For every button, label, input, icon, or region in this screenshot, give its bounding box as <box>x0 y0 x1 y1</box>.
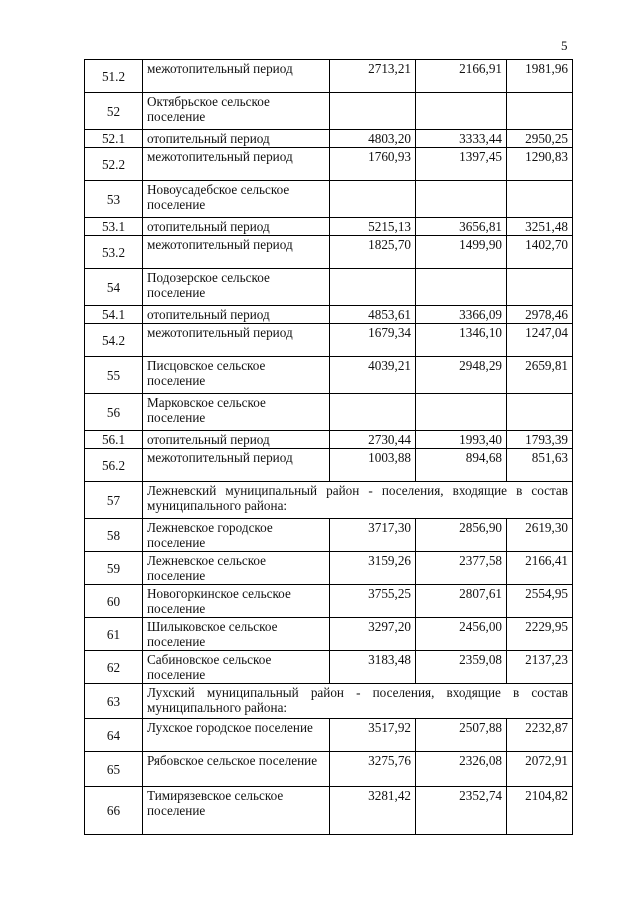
page-number: 5 <box>561 38 568 53</box>
value-cell-v1 <box>330 394 416 431</box>
table-row <box>85 684 573 719</box>
row-name: Тимирязевское сельское поселение <box>143 787 330 835</box>
row-number: 52.1 <box>85 130 143 148</box>
row-number: 51.2 <box>85 60 143 93</box>
value-cell-v3 <box>507 269 573 306</box>
value-cell-v2 <box>416 394 507 431</box>
value-cell-v3: 1981,96 <box>507 60 573 93</box>
table-row <box>85 787 573 835</box>
table-row <box>85 60 573 93</box>
value-cell-v2: 3333,44 <box>416 130 507 148</box>
value-cell-v2: 1397,45 <box>416 148 507 181</box>
value-cell-v1: 2730,44 <box>330 431 416 449</box>
value-cell-v3: 2554,95 <box>507 585 573 618</box>
district-heading: Лухский муниципальный район - поселения, входящие в состав муниципального района: <box>143 684 573 719</box>
row-name: Новогоркинское сельское поселение <box>143 585 330 618</box>
value-cell-v2: 2948,29 <box>416 357 507 394</box>
value-cell-v1 <box>330 181 416 218</box>
row-number: 59 <box>85 552 143 585</box>
row-number: 54 <box>85 269 143 306</box>
value-cell-v2: 3366,09 <box>416 306 507 324</box>
value-cell-v3: 2232,87 <box>507 719 573 752</box>
row-number: 53.2 <box>85 236 143 269</box>
table-row <box>85 519 573 552</box>
row-number: 53 <box>85 181 143 218</box>
table-row <box>85 585 573 618</box>
value-cell-v1 <box>330 269 416 306</box>
value-cell-v3: 2619,30 <box>507 519 573 552</box>
value-cell-v1 <box>330 93 416 130</box>
row-number: 61 <box>85 618 143 651</box>
table-row <box>85 431 573 449</box>
table-row <box>85 752 573 787</box>
value-cell-v2: 3656,81 <box>416 218 507 236</box>
value-cell-v3: 1402,70 <box>507 236 573 269</box>
value-cell-v1: 3717,30 <box>330 519 416 552</box>
table-row <box>85 181 573 218</box>
value-cell-v3: 2072,91 <box>507 752 573 787</box>
value-cell-v1: 3281,42 <box>330 787 416 835</box>
value-cell-v1: 5215,13 <box>330 218 416 236</box>
row-name: Лежневское сельское поселение <box>143 552 330 585</box>
table-row <box>85 306 573 324</box>
row-name: Лежневское городское поселение <box>143 519 330 552</box>
district-heading: Лежневский муниципальный район - поселения, входящие в состав муниципального района: <box>143 482 573 519</box>
table-row <box>85 148 573 181</box>
row-number: 66 <box>85 787 143 835</box>
table-row <box>85 552 573 585</box>
table-row <box>85 218 573 236</box>
value-cell-v2 <box>416 269 507 306</box>
table-row <box>85 651 573 684</box>
value-cell-v1: 1003,88 <box>330 449 416 482</box>
row-number: 56 <box>85 394 143 431</box>
row-name: отопительный период <box>143 306 330 324</box>
row-name: Писцовское сельское поселение <box>143 357 330 394</box>
value-cell-v1: 4853,61 <box>330 306 416 324</box>
value-cell-v1: 1825,70 <box>330 236 416 269</box>
row-name: отопительный период <box>143 431 330 449</box>
value-cell-v3: 2950,25 <box>507 130 573 148</box>
value-cell-v1: 3517,92 <box>330 719 416 752</box>
value-cell-v2: 2807,61 <box>416 585 507 618</box>
value-cell-v2 <box>416 181 507 218</box>
row-name: Подозерское сельское поселение <box>143 269 330 306</box>
value-cell-v2: 2166,91 <box>416 60 507 93</box>
value-cell-v3 <box>507 394 573 431</box>
row-name: межотопительный период <box>143 324 330 357</box>
value-cell-v2 <box>416 93 507 130</box>
value-cell-v2: 2507,88 <box>416 719 507 752</box>
table-row <box>85 482 573 519</box>
row-name: Октябрьское сельское поселение <box>143 93 330 130</box>
row-name: Лухское городское поселение <box>143 719 330 752</box>
value-cell-v1: 1760,93 <box>330 148 416 181</box>
table-row <box>85 449 573 482</box>
value-cell-v3 <box>507 181 573 218</box>
value-cell-v2: 1346,10 <box>416 324 507 357</box>
value-cell-v2: 894,68 <box>416 449 507 482</box>
row-name: межотопительный период <box>143 148 330 181</box>
row-name: межотопительный период <box>143 60 330 93</box>
table-row <box>85 130 573 148</box>
row-number: 57 <box>85 482 143 519</box>
value-cell-v3: 2104,82 <box>507 787 573 835</box>
row-number: 56.2 <box>85 449 143 482</box>
value-cell-v3: 1793,39 <box>507 431 573 449</box>
value-cell-v2: 2359,08 <box>416 651 507 684</box>
tariff-table <box>84 59 573 835</box>
table-row <box>85 618 573 651</box>
value-cell-v2: 2326,08 <box>416 752 507 787</box>
row-number: 52 <box>85 93 143 130</box>
table-row <box>85 93 573 130</box>
row-name: Новоусадебское сельское поселение <box>143 181 330 218</box>
value-cell-v2: 2856,90 <box>416 519 507 552</box>
value-cell-v2: 2377,58 <box>416 552 507 585</box>
row-number: 56.1 <box>85 431 143 449</box>
value-cell-v2: 2352,74 <box>416 787 507 835</box>
row-number: 62 <box>85 651 143 684</box>
table-row <box>85 719 573 752</box>
row-name: отопительный период <box>143 130 330 148</box>
table-row <box>85 236 573 269</box>
value-cell-v1: 3755,25 <box>330 585 416 618</box>
value-cell-v3: 3251,48 <box>507 218 573 236</box>
value-cell-v2: 2456,00 <box>416 618 507 651</box>
row-name: отопительный период <box>143 218 330 236</box>
value-cell-v1: 2713,21 <box>330 60 416 93</box>
row-number: 52.2 <box>85 148 143 181</box>
value-cell-v3: 2166,41 <box>507 552 573 585</box>
value-cell-v1: 3297,20 <box>330 618 416 651</box>
value-cell-v2: 1499,90 <box>416 236 507 269</box>
value-cell-v1: 3159,26 <box>330 552 416 585</box>
value-cell-v3: 1290,83 <box>507 148 573 181</box>
table-row <box>85 357 573 394</box>
value-cell-v3: 2229,95 <box>507 618 573 651</box>
row-number: 53.1 <box>85 218 143 236</box>
row-name: Шилыковское сельское поселение <box>143 618 330 651</box>
table-row <box>85 394 573 431</box>
row-name: Марковское сельское поселение <box>143 394 330 431</box>
table-row <box>85 324 573 357</box>
row-number: 54.2 <box>85 324 143 357</box>
row-number: 63 <box>85 684 143 719</box>
value-cell-v2: 1993,40 <box>416 431 507 449</box>
table-body <box>85 60 573 835</box>
row-number: 58 <box>85 519 143 552</box>
value-cell-v3: 2659,81 <box>507 357 573 394</box>
row-name: межотопительный период <box>143 449 330 482</box>
value-cell-v3: 1247,04 <box>507 324 573 357</box>
table-row <box>85 269 573 306</box>
row-name: межотопительный период <box>143 236 330 269</box>
value-cell-v3 <box>507 93 573 130</box>
value-cell-v1: 4803,20 <box>330 130 416 148</box>
value-cell-v3: 2137,23 <box>507 651 573 684</box>
value-cell-v1: 1679,34 <box>330 324 416 357</box>
value-cell-v1: 4039,21 <box>330 357 416 394</box>
value-cell-v3: 851,63 <box>507 449 573 482</box>
row-name: Рябовское сельское поселение <box>143 752 330 787</box>
row-number: 60 <box>85 585 143 618</box>
value-cell-v3: 2978,46 <box>507 306 573 324</box>
value-cell-v1: 3275,76 <box>330 752 416 787</box>
row-number: 65 <box>85 752 143 787</box>
value-cell-v1: 3183,48 <box>330 651 416 684</box>
row-number: 55 <box>85 357 143 394</box>
row-name: Сабиновское сельское поселение <box>143 651 330 684</box>
row-number: 64 <box>85 719 143 752</box>
row-number: 54.1 <box>85 306 143 324</box>
